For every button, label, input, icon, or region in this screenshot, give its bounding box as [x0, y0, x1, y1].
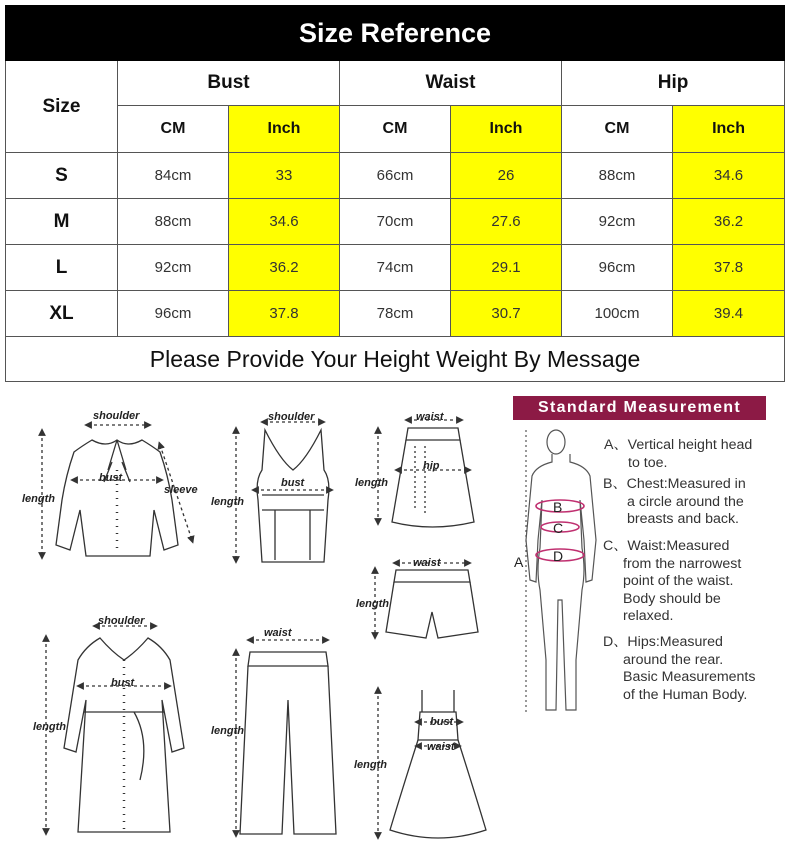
figure-label-c: C [553, 520, 564, 536]
skirt-length-label: length [355, 477, 388, 489]
skirt-drawing [378, 420, 474, 527]
dress-bust-label: bust [430, 716, 454, 728]
size-label: XL [6, 291, 118, 337]
bust-inch-cell: 34.6 [229, 199, 340, 245]
shirt-shoulder-label: shoulder [93, 410, 140, 422]
note-d [603, 634, 755, 704]
shorts-drawing [375, 563, 478, 638]
note-a [604, 437, 752, 472]
message-note: Please Provide Your Height Weight By Message [6, 337, 785, 382]
size-label: M [6, 199, 118, 245]
note-a-line: to toe. [628, 454, 668, 471]
vest-length-label: length [211, 496, 244, 508]
bust-cm-cell: 84cm [118, 153, 229, 199]
pants-drawing [236, 640, 336, 834]
waist-cm-cell: 78cm [340, 291, 451, 337]
note-b-line: breasts and back. [627, 511, 739, 527]
bust-inch-cell: 37.8 [229, 291, 340, 337]
bust-cm-cell: 92cm [118, 245, 229, 291]
note-b-line: a circle around the [627, 493, 744, 510]
waist-cm-header: CM [340, 106, 451, 153]
coat-length-label: length [33, 721, 66, 733]
hip-inch-cell: 36.2 [673, 199, 785, 245]
pants-length-label: length [211, 725, 244, 737]
figure-label-b: B [553, 499, 563, 515]
bust-cm-header: CM [118, 106, 229, 153]
bust-inch-header: Inch [229, 106, 340, 153]
hip-cm-header: CM [562, 106, 673, 153]
waist-inch-cell: 27.6 [451, 199, 562, 245]
waist-inch-cell: 26 [451, 153, 562, 199]
shorts-length-label: length [356, 598, 389, 610]
table-row [6, 291, 785, 337]
hip-inch-header: Inch [673, 106, 785, 153]
table-row [6, 199, 785, 245]
table-row [6, 245, 785, 291]
skirt-waist-label: waist [416, 411, 444, 423]
coat-drawing [46, 626, 184, 832]
vest-shoulder-label: shoulder [268, 411, 315, 423]
size-column-header: Size [6, 61, 118, 153]
note-c-line: from the narrowest [623, 555, 742, 572]
shirt-sleeve-label: sleeve [164, 484, 198, 496]
vest-bust-label: bust [281, 477, 305, 489]
waist-cm-cell: 66cm [340, 153, 451, 199]
hip-header: Hip [562, 61, 785, 106]
coat-shoulder-label: shoulder [98, 615, 145, 627]
bust-inch-cell: 36.2 [229, 245, 340, 291]
figure-label-a: A [514, 554, 524, 570]
pants-waist-label: waist [264, 627, 292, 639]
waist-header: Waist [340, 61, 562, 106]
note-d-line: around the rear. [623, 651, 724, 668]
hip-inch-cell: 34.6 [673, 153, 785, 199]
hip-inch-cell: 39.4 [673, 291, 785, 337]
waist-cm-cell: 70cm [340, 199, 451, 245]
skirt-hip-label: hip [423, 460, 440, 472]
note-c [603, 538, 741, 626]
table-row [6, 153, 785, 199]
size-label: L [6, 245, 118, 291]
waist-inch-cell: 30.7 [451, 291, 562, 337]
shirt-bust-label: bust [99, 472, 123, 484]
size-label: S [6, 153, 118, 199]
standard-measurement-title: Standard Measurement [513, 396, 766, 420]
hip-cm-cell: 88cm [562, 153, 673, 199]
waist-inch-cell: 29.1 [451, 245, 562, 291]
hip-cm-cell: 92cm [562, 199, 673, 245]
coat-bust-label: bust [111, 677, 135, 689]
dress-length-label: length [354, 759, 387, 771]
dress-waist-label: waist [427, 741, 455, 753]
note-c-line: Body should be [623, 590, 721, 607]
note-c-line: point of the waist. [623, 573, 734, 589]
bust-inch-cell: 33 [229, 153, 340, 199]
waist-inch-header: Inch [451, 106, 562, 153]
waist-cm-cell: 74cm [340, 245, 451, 291]
shorts-waist-label: waist [413, 557, 441, 569]
note-d-line: D、Hips:Measured [603, 634, 723, 650]
hip-cm-cell: 100cm [562, 291, 673, 337]
note-d-line: Basic Measurements [623, 669, 756, 685]
note-d-line: of the Human Body. [623, 686, 748, 703]
note-c-line: relaxed. [623, 608, 674, 624]
figure-label-d: D [553, 548, 564, 564]
note-c-line: C、Waist:Measured [603, 538, 730, 554]
hip-cm-cell: 96cm [562, 245, 673, 291]
bust-cm-cell: 88cm [118, 199, 229, 245]
note-a-line: A、Vertical height head [604, 437, 753, 453]
hip-inch-cell: 37.8 [673, 245, 785, 291]
size-reference-table [5, 5, 785, 382]
table-title: Size Reference [6, 6, 785, 61]
note-b [603, 476, 746, 529]
shirt-length-label: length [22, 493, 55, 505]
human-figure [526, 430, 596, 712]
bust-cm-cell: 96cm [118, 291, 229, 337]
note-b-line: B、Chest:Measured in [603, 476, 746, 492]
vest-drawing [236, 422, 330, 562]
bust-header: Bust [118, 61, 340, 106]
dress-drawing [378, 690, 486, 838]
